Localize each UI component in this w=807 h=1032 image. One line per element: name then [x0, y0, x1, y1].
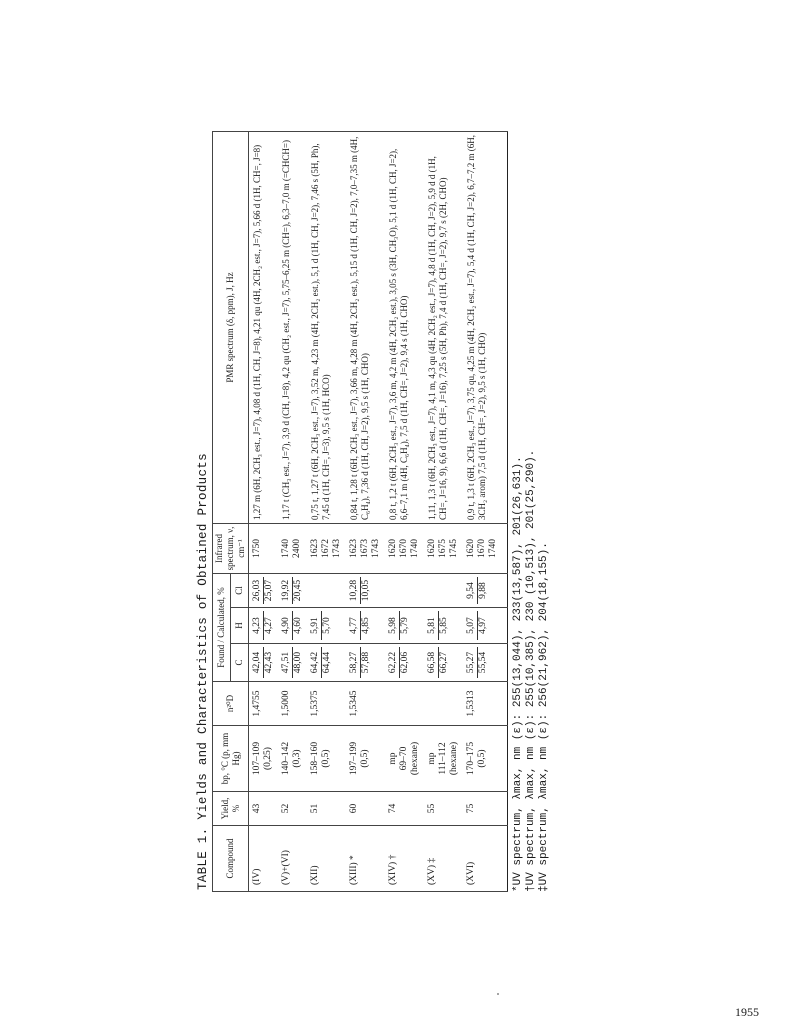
ir-cell: 1750 — [249, 524, 279, 574]
hydrogen-cell-found: 5,81 — [427, 611, 439, 640]
hydrogen-cell — [249, 608, 279, 644]
carbon-cell-found: 58,27 — [349, 647, 361, 678]
table-row — [346, 132, 385, 892]
hydrogen-cell-calculated: 4,97 — [478, 617, 488, 634]
chlorine-cell-calculated: 9,88 — [478, 582, 488, 599]
nmr-cell: 0,75 t, 1,27 t (6H, 2CH₃ est., J=7), 3,52 m, 4,23 m (4H, 2CH₂ est.), 5,1 d (1H, CH, J=2), 7,46 s (5H, Ph), 7,45 d (1H, CH=, J=3), 9,5 s (1H, HCO) — [307, 132, 346, 524]
hydrogen-cell-found: 5,91 — [310, 611, 322, 640]
nmr-cell: 1,17 t (CH₃ est., J=7), 3,9 d (CH, J=8), 4,2 qu (CH₂ est., J=7), 5,75–6,25 m (CH=), 6,3–7,0 m (=CHCH=) — [278, 132, 307, 524]
scan-speck — [497, 993, 499, 995]
carbon-cell — [278, 644, 307, 682]
bp-cell: 107–109 (0,25) — [249, 726, 279, 792]
table-body — [249, 132, 508, 892]
ir-cell: 1620 1670 1740 — [385, 524, 424, 574]
chlorine-cell — [278, 574, 307, 608]
chlorine-cell — [385, 574, 424, 608]
header-compound: Compound — [213, 826, 249, 892]
yield-cell: 51 — [307, 792, 346, 826]
nmr-cell: 0,84 t, 1,28 t (6H, 2CH₃ est., J=7), 3,66 m, 4,28 m (4H, 2CH₂ est.), 5,15 d (1H, CH, J=2), 7,0–7,35 m (4H, C₆H₄), 7,36 d (1H, CH, J=2), 9,5 s (1H, CHO) — [346, 132, 385, 524]
footnote: ‡UV spectrum, λmax, nm (ε): 256(21,962), 204(18,155). — [538, 542, 550, 892]
carbon-cell-found: 55,27 — [466, 647, 478, 678]
hydrogen-cell-found: 4,90 — [281, 611, 293, 640]
bp-cell: mp 69–70 (hexane) — [385, 726, 424, 792]
hydrogen-cell — [346, 608, 385, 644]
chlorine-cell-found: 26,03 — [252, 577, 264, 604]
table-row — [249, 132, 279, 892]
header-c: C — [231, 644, 249, 682]
refractive-index-cell: 1,5375 — [307, 682, 346, 726]
hydrogen-cell — [307, 608, 346, 644]
nmr-cell: 1,11, 1,3 t (6H, 2CH₃ est., J=7), 4,1 m, 4,3 qu (4H, 2CH₂ est., J=7), 4,8 d (1H, CH, J=2), 5,9 d d (1H, CH=, J=16, 9), 6,6 d (1H, CH=, J=16), 7,25 s (5H, Ph), 7,4 d (1H, CH=, J=2), 9,7 s (2H, CHO) — [424, 132, 463, 524]
carbon-cell-calculated: 64,44 — [322, 651, 332, 674]
yield-cell: 75 — [463, 792, 508, 826]
hydrogen-cell — [424, 608, 463, 644]
table-row — [307, 132, 346, 892]
header-bp: bp, °C (p, mm Hg) — [213, 726, 249, 792]
carbon-cell-found: 42,04 — [252, 647, 264, 678]
header-cl: Cl — [231, 574, 249, 608]
chlorine-cell-calculated: 25,07 — [264, 579, 274, 602]
chlorine-cell — [463, 574, 508, 608]
carbon-cell-calculated: 48,00 — [293, 651, 303, 674]
carbon-cell — [385, 644, 424, 682]
refractive-index-cell — [385, 682, 424, 726]
ir-cell: 1620 1670 1740 — [463, 524, 508, 574]
rotated-table-block — [196, 132, 596, 892]
carbon-cell-calculated: 42,43 — [264, 651, 274, 674]
hydrogen-cell-calculated: 4,60 — [293, 617, 303, 634]
products-table — [212, 131, 508, 892]
carbon-cell-calculated: 55,54 — [478, 651, 488, 674]
carbon-cell-found: 47,51 — [281, 647, 293, 678]
compound-cell: (XIV) † — [385, 826, 424, 892]
table-row — [385, 132, 424, 892]
table-caption: TABLE 1. Yields and Characteristics of Obtained Products — [196, 453, 210, 890]
table-row — [463, 132, 508, 892]
ir-cell: 1740 2400 — [278, 524, 307, 574]
hydrogen-cell — [278, 608, 307, 644]
carbon-cell — [463, 644, 508, 682]
compound-cell: (XIII) * — [346, 826, 385, 892]
refractive-index-cell — [424, 682, 463, 726]
carbon-cell-found: 64,42 — [310, 647, 322, 678]
carbon-cell-calculated: 62,06 — [400, 651, 410, 674]
carbon-cell — [346, 644, 385, 682]
carbon-cell — [424, 644, 463, 682]
hydrogen-cell-calculated: 4,85 — [361, 617, 371, 634]
compound-cell: (V)+(VI) — [278, 826, 307, 892]
yield-cell: 60 — [346, 792, 385, 826]
header-found-calculated: Found / Calculated, % — [213, 574, 231, 682]
header-nd: n²⁰D — [213, 682, 249, 726]
yield-cell: 55 — [424, 792, 463, 826]
carbon-cell — [307, 644, 346, 682]
chlorine-cell — [249, 574, 279, 608]
refractive-index-cell: 1,5000 — [278, 682, 307, 726]
header-yield: Yield, % — [213, 792, 249, 826]
hydrogen-cell-calculated: 5,70 — [322, 617, 332, 634]
yield-cell: 74 — [385, 792, 424, 826]
header-nmr: PMR spectrum (δ, ppm), J, Hz — [213, 132, 249, 524]
bp-cell: 158–160 (0,5) — [307, 726, 346, 792]
nmr-cell: 0,8 t, 1,2 t (6H, 2CH₃ est., J=7), 3,6 m, 4,2 m (4H, 2CH₂ est.), 3,05 s (3H, CH₃O), 5,1 d (1H, CH, J=2), 6,6–7,1 m (4H, C₆H₄), 7,5 d (1H, CH=, J=2), 9,4 s (1H, CHO) — [385, 132, 424, 524]
yield-cell: 52 — [278, 792, 307, 826]
bp-cell: mp 111–112 (hexane) — [424, 726, 463, 792]
hydrogen-cell-calculated: 5,79 — [400, 617, 410, 634]
table-row — [278, 132, 307, 892]
hydrogen-cell-calculated: 5,85 — [439, 617, 449, 634]
chlorine-cell-calculated: 10,05 — [361, 579, 371, 602]
hydrogen-cell — [463, 608, 508, 644]
header-h: H — [231, 608, 249, 644]
carbon-cell-calculated: 57,88 — [361, 651, 371, 674]
nmr-cell: 0,9 t, 1,3 t (6H, 2CH₃ est., J=7), 3,75 qu, 4,25 m (4H, 2CH₂ est., J=7), 5,4 d (1H, CH, J=2), 6,7–7,2 m (6H, 3CH₂ arom) 7,5 d (1H, CH=, J=2), 9,5 s (1H, CHO) — [463, 132, 508, 524]
hydrogen-cell-found: 5,07 — [466, 611, 478, 640]
ir-cell: 1623 1673 1743 — [346, 524, 385, 574]
page-number: 1955 — [735, 1005, 759, 1019]
hydrogen-cell — [385, 608, 424, 644]
table-row — [424, 132, 463, 892]
carbon-cell — [249, 644, 279, 682]
hydrogen-cell-found: 4,23 — [252, 611, 264, 640]
refractive-index-cell: 1,5313 — [463, 682, 508, 726]
chlorine-cell-found: 19,92 — [281, 577, 293, 604]
compound-cell: (XVI) — [463, 826, 508, 892]
ir-cell: 1620 1675 1745 — [424, 524, 463, 574]
chlorine-cell-found: 9,54 — [466, 577, 478, 604]
nmr-cell: 1,27 m (6H, 2CH₃ est., J=7), 4,08 d (1H, CH, J=8), 4,21 qu (4H, 2CH₂ est., J=7), 5,66 d (1H, CH=, J=8) — [249, 132, 279, 524]
chlorine-cell-calculated: 20,45 — [293, 579, 303, 602]
hydrogen-cell-found: 5,98 — [388, 611, 400, 640]
carbon-cell-found: 62,22 — [388, 647, 400, 678]
bp-cell: 197–199 (0,5) — [346, 726, 385, 792]
chlorine-cell — [424, 574, 463, 608]
chlorine-cell-found: 10,28 — [349, 577, 361, 604]
ir-cell: 1623 1672 1743 — [307, 524, 346, 574]
hydrogen-cell-calculated: 4,27 — [264, 617, 274, 634]
hydrogen-cell-found: 4,77 — [349, 611, 361, 640]
refractive-index-cell: 1,4755 — [249, 682, 279, 726]
compound-cell: (XII) — [307, 826, 346, 892]
chlorine-cell — [346, 574, 385, 608]
bp-cell: 140–142 (0,3) — [278, 726, 307, 792]
header-ir: Infrared spectrum, ν, cm⁻¹ — [213, 524, 249, 574]
footnotes — [512, 132, 551, 892]
yield-cell: 43 — [249, 792, 279, 826]
chlorine-cell — [307, 574, 346, 608]
compound-cell: (XV) ‡ — [424, 826, 463, 892]
footnote: †UV spectrum, λmax, nm (ε): 255(10,385), 230 (10,513), 201(25,290). — [525, 449, 537, 892]
footnote: *UV spectrum, λmax, nm (ε): 255(13,044), 233(13,587), 201(26,631). — [512, 456, 524, 892]
carbon-cell-found: 66,58 — [427, 647, 439, 678]
bp-cell: 170–175 (0,5) — [463, 726, 508, 792]
carbon-cell-calculated: 66,27 — [439, 651, 449, 674]
refractive-index-cell: 1,5345 — [346, 682, 385, 726]
compound-cell: (IV) — [249, 826, 279, 892]
